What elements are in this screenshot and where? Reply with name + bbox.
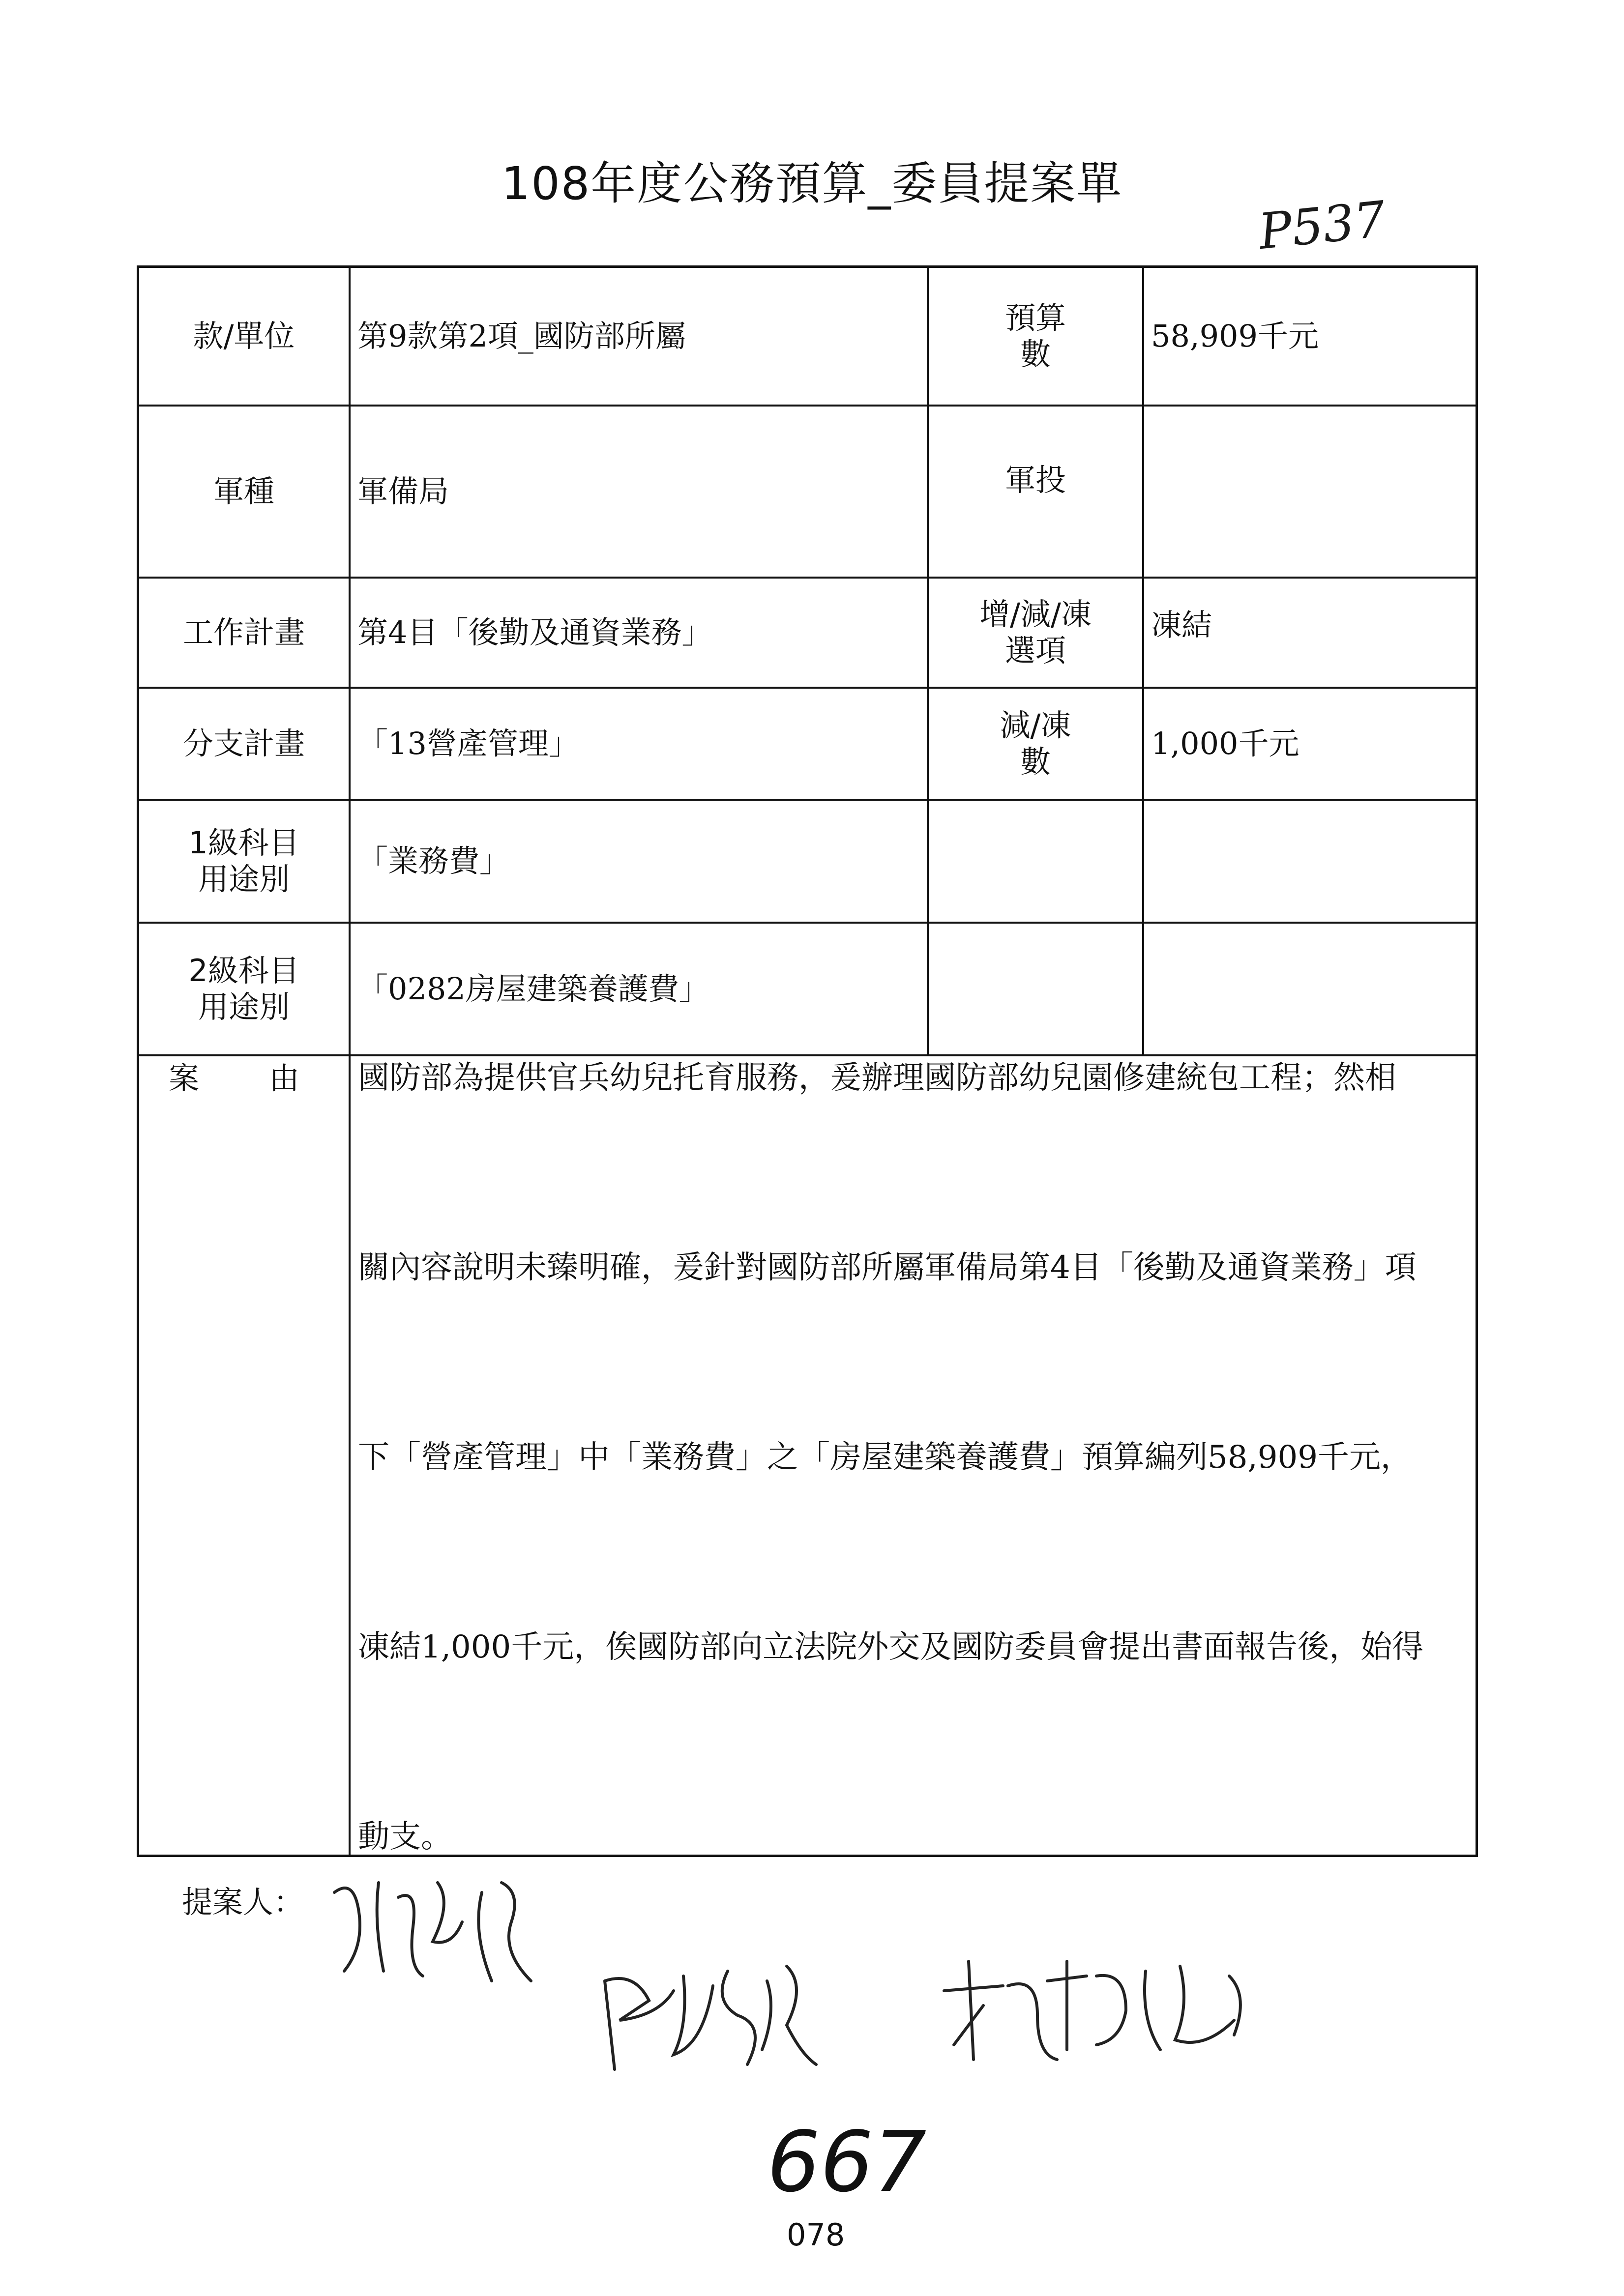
- label-branch-plan: 分支計畫: [182, 725, 305, 761]
- value-military-investment: [1144, 407, 1476, 577]
- value-work-plan: 第4目「後勤及通資業務」: [357, 614, 712, 650]
- reason-line: 關內容說明未臻明確，爰針對國防部所屬軍備局第4目「後勤及通資業務」項: [358, 1250, 1417, 1286]
- label-budget-amount: 預算 數: [1004, 299, 1066, 372]
- label-reason: 案 由: [168, 1060, 319, 1096]
- reason-line: 凍結1,000千元，俟國防部向立法院外交及國防委員會提出書面報告後，始得: [358, 1629, 1424, 1665]
- signature-3: [934, 1947, 1288, 2084]
- page-title: 108年度公務預算_委員提案單: [501, 157, 1123, 210]
- value-level2-item: 「0282房屋建築養護費」: [357, 970, 709, 1007]
- signature-2: [590, 1951, 846, 2099]
- signature-1: [325, 1863, 541, 2010]
- handwritten-page-number: 667: [767, 2114, 927, 2211]
- label-action-option: 增/減/凍 選項: [979, 596, 1092, 668]
- label-level2-item: 2級科目 用途別: [188, 952, 299, 1025]
- handwritten-reference: P537: [1256, 190, 1388, 261]
- reason-line: 國防部為提供官兵幼兒托育服務，爰辦理國防部幼兒園修建統包工程；然相: [358, 1060, 1396, 1096]
- label-work-plan: 工作計畫: [182, 614, 305, 650]
- label-service-branch: 軍種: [213, 473, 274, 509]
- value-reduce-freeze-amount: 1,000千元: [1151, 725, 1299, 761]
- label-military-investment: 軍投: [1004, 462, 1066, 498]
- value-action-option: 凍結: [1151, 607, 1212, 643]
- reason-line: 動支。: [358, 1819, 452, 1855]
- proposer-label: 提案人：: [182, 1884, 304, 1920]
- value-level1-item: 「業務費」: [357, 843, 510, 879]
- value-branch-plan: 「13營產管理」: [357, 725, 579, 761]
- page-number: 078: [787, 2217, 845, 2253]
- label-section-unit: 款/單位: [193, 318, 295, 354]
- value-service-branch: 軍備局: [357, 473, 449, 509]
- value-budget-amount: 58,909千元: [1151, 318, 1319, 354]
- label-reduce-freeze-amount: 減/凍 數: [1000, 707, 1071, 780]
- label-level1-item: 1級科目 用途別: [188, 824, 299, 897]
- value-section-unit: 第9款第2項_國防部所屬: [357, 318, 686, 354]
- reason-line: 下「營產管理」中「業務費」之「房屋建築養護費」預算編列58,909千元，: [358, 1439, 1412, 1476]
